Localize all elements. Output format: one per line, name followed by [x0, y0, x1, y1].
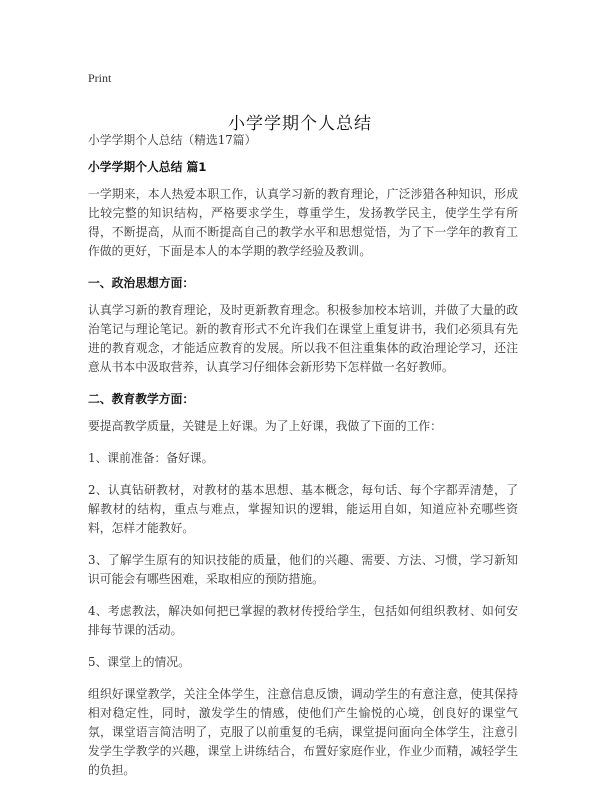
section-heading-teaching: 二、教育教学方面：: [88, 392, 195, 406]
list-item: 5、课堂上的情况。: [88, 655, 190, 669]
section-heading-politics: 一、政治思想方面：: [88, 276, 195, 290]
intro-paragraph: 一学期来，本人热爱本职工作，认真学习新的教育理论，广泛涉猎各种知识，形成比较完整的知识结构，严格要求学生，尊重学生，发扬教学民主，使学生学有所得，不断提高，从而不断提高自己的教学水平和思想觉悟，为了下一学年的教育工作做的更好，下面是本人的本学期的教学经验及教训。: [88, 187, 518, 258]
section-politics-paragraph: 认真学习新的教育理论，及时更新教育理念。积极参加校本培训，并做了大量的政治笔记与理论笔记。新的教育形式不允许我们在课堂上重复讲书，我们必须具有先进的教育观念，才能适应教育的发展。所以我不但注重集体的政治理论学习，还注意从书本中汲取营养，认真学习仔细体会新形势下怎样做一名好教师。: [88, 303, 518, 374]
article-subtitle: 小学学期个人总结（精选17篇）: [88, 133, 257, 147]
article-body: [88, 131, 518, 793]
list-item: 1、课前准备：备好课。: [88, 451, 214, 465]
page-title: 小学学期个人总结: [228, 114, 372, 135]
list-item: 2、认真钻研教材，对教材的基本思想、基本概念，每句话、每个字都弄清楚，了解教材的结构，重点与难点，掌握知识的逻辑，能运用自如，知道应补充哪些资料，怎样才能教好。: [88, 483, 518, 535]
classroom-paragraph: 组织好课堂教学，关注全体学生，注意信息反馈，调动学生的有意注意，使其保持相对稳定性，同时，激发学生的情感，使他们产生愉悦的心境，创良好的课堂气氛，课堂语言简洁明了，克服了以前重复的毛病，课堂提问面向全体学生，注意引发学生学教学的兴趣，课堂上讲练结合，布置好家庭作业，作业少而精，减轻学生的负担。: [88, 687, 518, 777]
list-item: 3、了解学生原有的知识技能的质量，他们的兴趣、需要、方法、习惯，学习新知识可能会有哪些困难，采取相应的预防措施。: [88, 553, 518, 586]
article-heading: 小学学期个人总结 篇1: [88, 160, 207, 174]
list-item: 4、考虑教法，解决如何把已掌握的教材传授给学生，包括如何组织教材、如何安排每节课的活动。: [88, 604, 518, 637]
print-link[interactable]: Print: [88, 71, 112, 85]
section-teaching-intro: 要提高教学质量，关键是上好课。为了上好课，我做了下面的工作：: [88, 419, 442, 433]
